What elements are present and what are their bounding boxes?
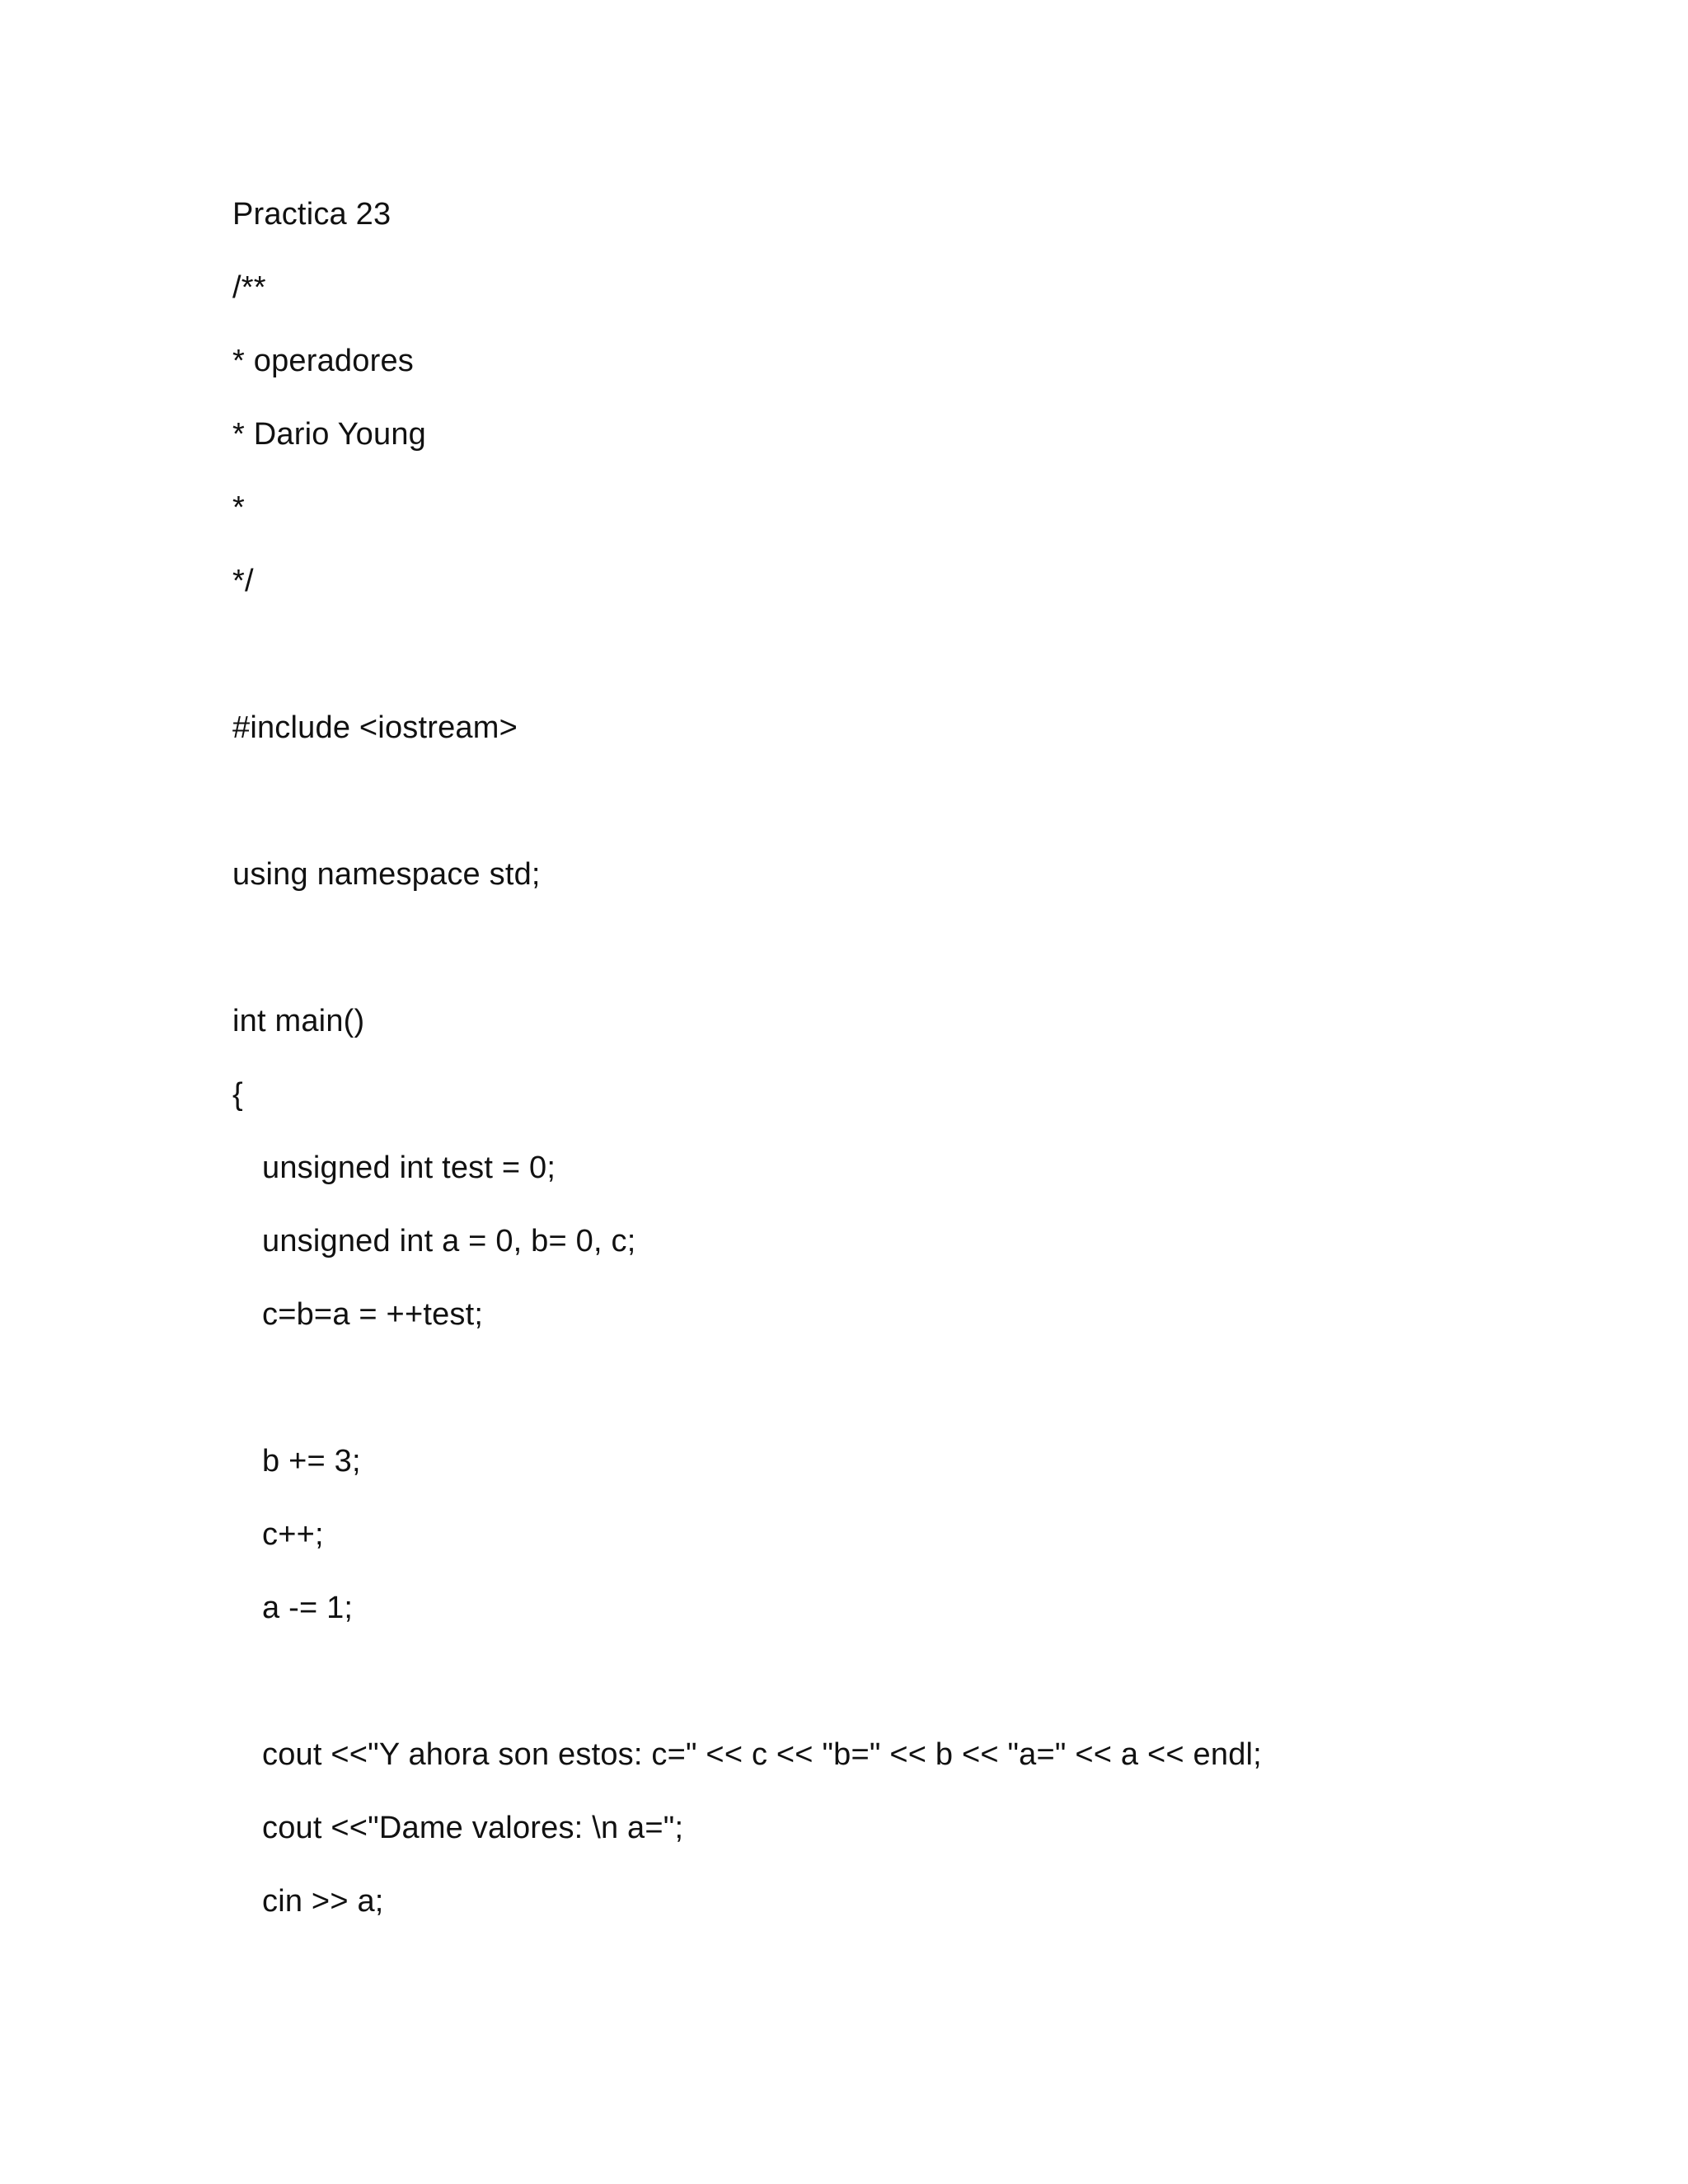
document-title: Practica 23 [232, 197, 392, 232]
code-line: /** [232, 270, 266, 305]
code-line: c++; [262, 1517, 324, 1552]
code-line: cout <<"Dame valores: \n a="; [262, 1811, 684, 1845]
code-line: * [232, 490, 245, 525]
code-line: unsigned int a = 0, b= 0, c; [262, 1224, 636, 1258]
code-line: { [232, 1077, 243, 1112]
code-line: unsigned int test = 0; [262, 1151, 556, 1185]
code-line: cin >> a; [262, 1884, 384, 1919]
code-line: b += 3; [262, 1444, 361, 1479]
code-line: */ [232, 564, 254, 598]
code-line: cout <<"Y ahora son estos: c=" << c << "b=" << b << "a=" << a << endl; [262, 1737, 1262, 1772]
code-line: using namespace std; [232, 857, 541, 892]
code-line: int main() [232, 1004, 365, 1038]
code-line: a -= 1; [262, 1591, 354, 1625]
code-line: #include <iostream> [232, 710, 518, 745]
code-line: * Dario Young [232, 417, 427, 452]
code-line: * operadores [232, 344, 414, 378]
code-line: c=b=a = ++test; [262, 1297, 484, 1332]
